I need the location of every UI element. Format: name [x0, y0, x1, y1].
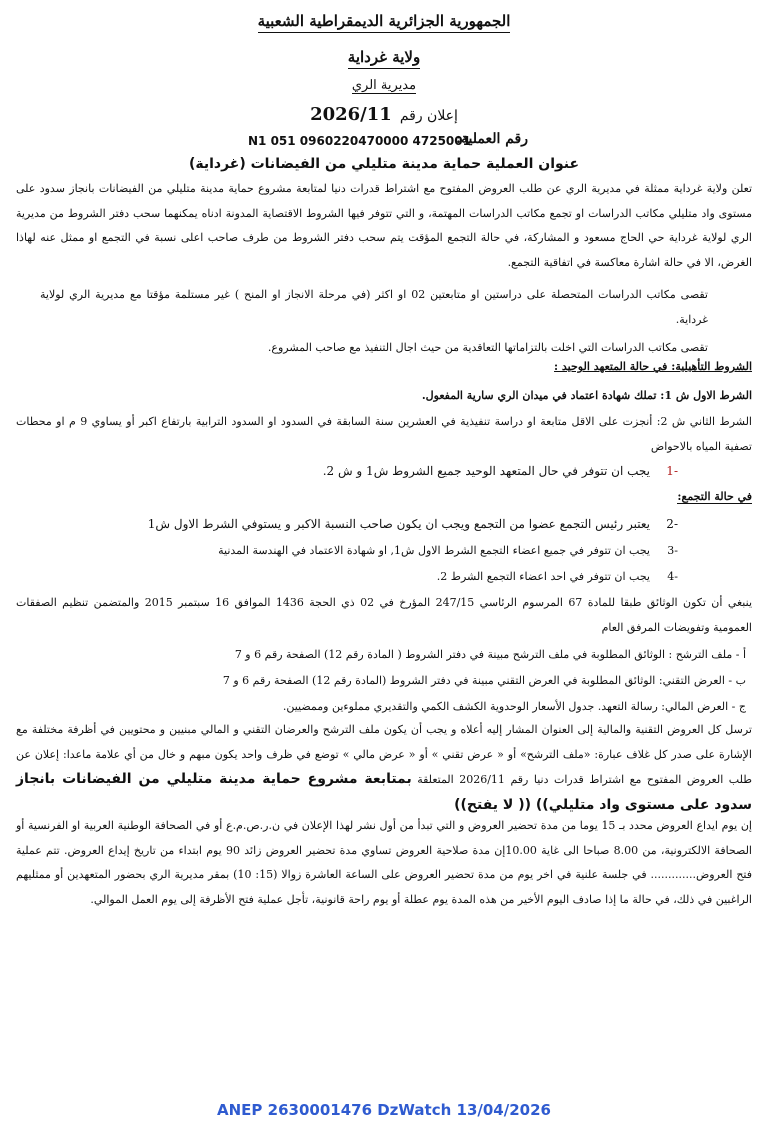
list-item: -3يجب ان تتوفر في جميع اعضاء التجمع الشرط الاول ش1, او شهادة الاعتماد في الهندسة المدنية [218, 541, 678, 561]
exclusion-paragraph-1: تقصى مكاتب الدراسات المتحصلة على دراستين او متابعتين 02 او اكثر (في مرحلة الانجاز او المنح ) غير مستلمة مؤقتا مع مديرية الري لولاية غرداية. [40, 288, 708, 326]
exclusion-paragraph-2: تقصى مكاتب الدراسات التي اخلت بالتزاماتها التعاقدية من حيث اجال التنفيذ مع صاحب المشروع. [267, 341, 708, 354]
submission-bold-text: بمتابعة مشروع حماية مدينة متليلي من الفيضانات بانجاز سدود على مستوى واد متليلي)) (( لا يفتح)) [16, 771, 752, 813]
operation-number: N1 051 0960220470000 4725001 [248, 134, 471, 148]
document-item: أ - ملف الترشح : الوثائق المطلوبة في ملف الترشح مبينة في دفتر الشروط ( المادة رقم 12) الصفحة رقم 6 و 7 [234, 648, 746, 661]
documents-intro: ينبغي أن تكون الوثائق طبقا للمادة 67 المرسوم الرئاسي 247/15 المؤرخ في 02 ذي الحجة 1436 الموافق 16 سبتمبر 2015 والمتضمن تنظيم الصفقات العمومية وتفويضات المرفق العام [16, 596, 753, 634]
directorate-heading: مديرية الري [351, 78, 417, 93]
list-item-number: -3 [667, 544, 678, 557]
announcement-number: إعلان رقم2026/11 [310, 104, 458, 125]
list-item-number: -4 [667, 570, 678, 583]
qualification-heading: الشروط التأهيلية: في حالة المتعهد الوحيد : [554, 360, 752, 373]
submission-paragraph: ترسل كل العروض التقنية والمالية إلى العنوان المشار إليه أعلاه و يجب أن يكون ملف الترشح والعرضان التقني و المالي مبنيين و محتويين في أظرفة مختلفة مع الإشارة على صدر كل غلاف عبارة: «ملف الترشح» أو « عرض تقني » أو « عرض مالي » توضع في ظرف واحد يكون مبهم و خال من أي علامة ماعدا: إعلان عن طلب العروض المفتوح مع اشتراط قدرات دنيا رقم 2026/11 المتعلقة بمتابعة مشروع حماية مدينة متليلي من الفيضانات بانجاز سدود على مستوى واد متليلي)) (( لا يفتح)) [16, 723, 752, 813]
condition-1: الشرط الاول ش 1: تملك شهادة اعتماد في ميدان الري سارية المفعول. [421, 389, 752, 402]
condition-2: الشرط الثاني ش 2: أنجزت على الاقل متابعة او دراسة تنفيذية في العشرين سنة السابقة في السدود او السدود الترابية بارتفاع اكبر أو يساوي 9 م او محطات تصفية المياه بالاحواض [16, 415, 752, 453]
list-item: -1يجب ان تتوفر في حال المتعهد الوحيد جميع الشروط ش1 و ش 2. [323, 461, 678, 481]
wilaya-heading: ولاية غرداية [0, 48, 768, 66]
document-item: ب - العرض التقني: الوثائق المطلوبة في العرض التقني مبينة في دفتر الشروط (المادة رقم 12) الصفحة رقم 6 و 7 [222, 674, 746, 687]
republic-heading: الجمهورية الجزائرية الديمقراطية الشعبية [0, 12, 768, 30]
deadline-paragraph: إن يوم ايداع العروض محدد بـ 15 يوما من مدة تحضير العروض و التي تبدأ من أول نشر لهذا الإعلان في ن.ر.ص.م.ع أو في الصحافة الوطنية العربية او الفرنسية أو الصحافة الالكترونية، من 8.00 صباحا الى غاية 10.00إن مدة صلاحية العروض تساوي مدة تحضير العروض زائد 90 يوم ابتداء من تاريخ إيداع العروض. تتم عملية فتح العروض............. في جلسة علنية في اخر يوم من مدة تحضير العروض على الساعة العاشرة زوالا (15: 10) بمقر مديرية الري بحضور المتعهدين أو ممثليهم الراغبين في ذلك، في حالة ما إذا صادف اليوم الأخير من هذه المدة يوم عطلة أو يوم راحة قانونية، تأجل عملية فتح الأظرفة إلى يوم العمل الموالي. [16, 819, 752, 906]
list-item-number: -2 [666, 517, 678, 531]
document-item: ج - العرض المالي: رسالة التعهد. جدول الأسعار الوحدوية الكشف الكمي والتقديري مملوءين وممضيين. [282, 700, 746, 713]
list-item: -4يجب ان تتوفر في احد اعضاء التجمع الشرط 2. [437, 567, 678, 587]
intro-paragraph: تعلن ولاية غرداية ممثلة في مديرية الري عن طلب العروض المفتوح مع اشتراط قدرات دنيا لمتابعة مشروع حماية مدينة متليلي من الفيضانات بانجاز سدود على مستوى واد متليلي مكاتب الدراسات او تجمع مكاتب الدراسات المهتمة، و التي تتوفر فيها الشروط الاقتصاية المدونة ادناه يمكنهما سحب دفتر الشروط من مديرية الري لولاية غرداية حي الحاج مسعود و المشاركة، في حالة التجمع المؤقت يتم سحب دفتر الشروط من طرف صاحب اعلى نسبة في التجمع او ممثل عنه لهاذا الغرض، الا في حالة اشارة معاكسة في اتفاقية التجمع. [16, 182, 752, 269]
footer-reference: ANEP 2630001476 DzWatch 13/04/2026 [217, 1101, 551, 1119]
list-item-number: -1 [666, 464, 678, 478]
operation-number-label: رقم العملية: [455, 131, 528, 147]
list-item: -2يعتبر رئيس التجمع عضوا من التجمع ويجب ان يكون صاحب النسبة الاكبر و يستوفي الشرط الاول ش1 [148, 514, 678, 534]
operation-title: عنوان العملية حماية مدينة متليلي من الفيضانات (غرداية) [188, 156, 580, 172]
group-heading: في حالة التجمع: [677, 490, 752, 503]
